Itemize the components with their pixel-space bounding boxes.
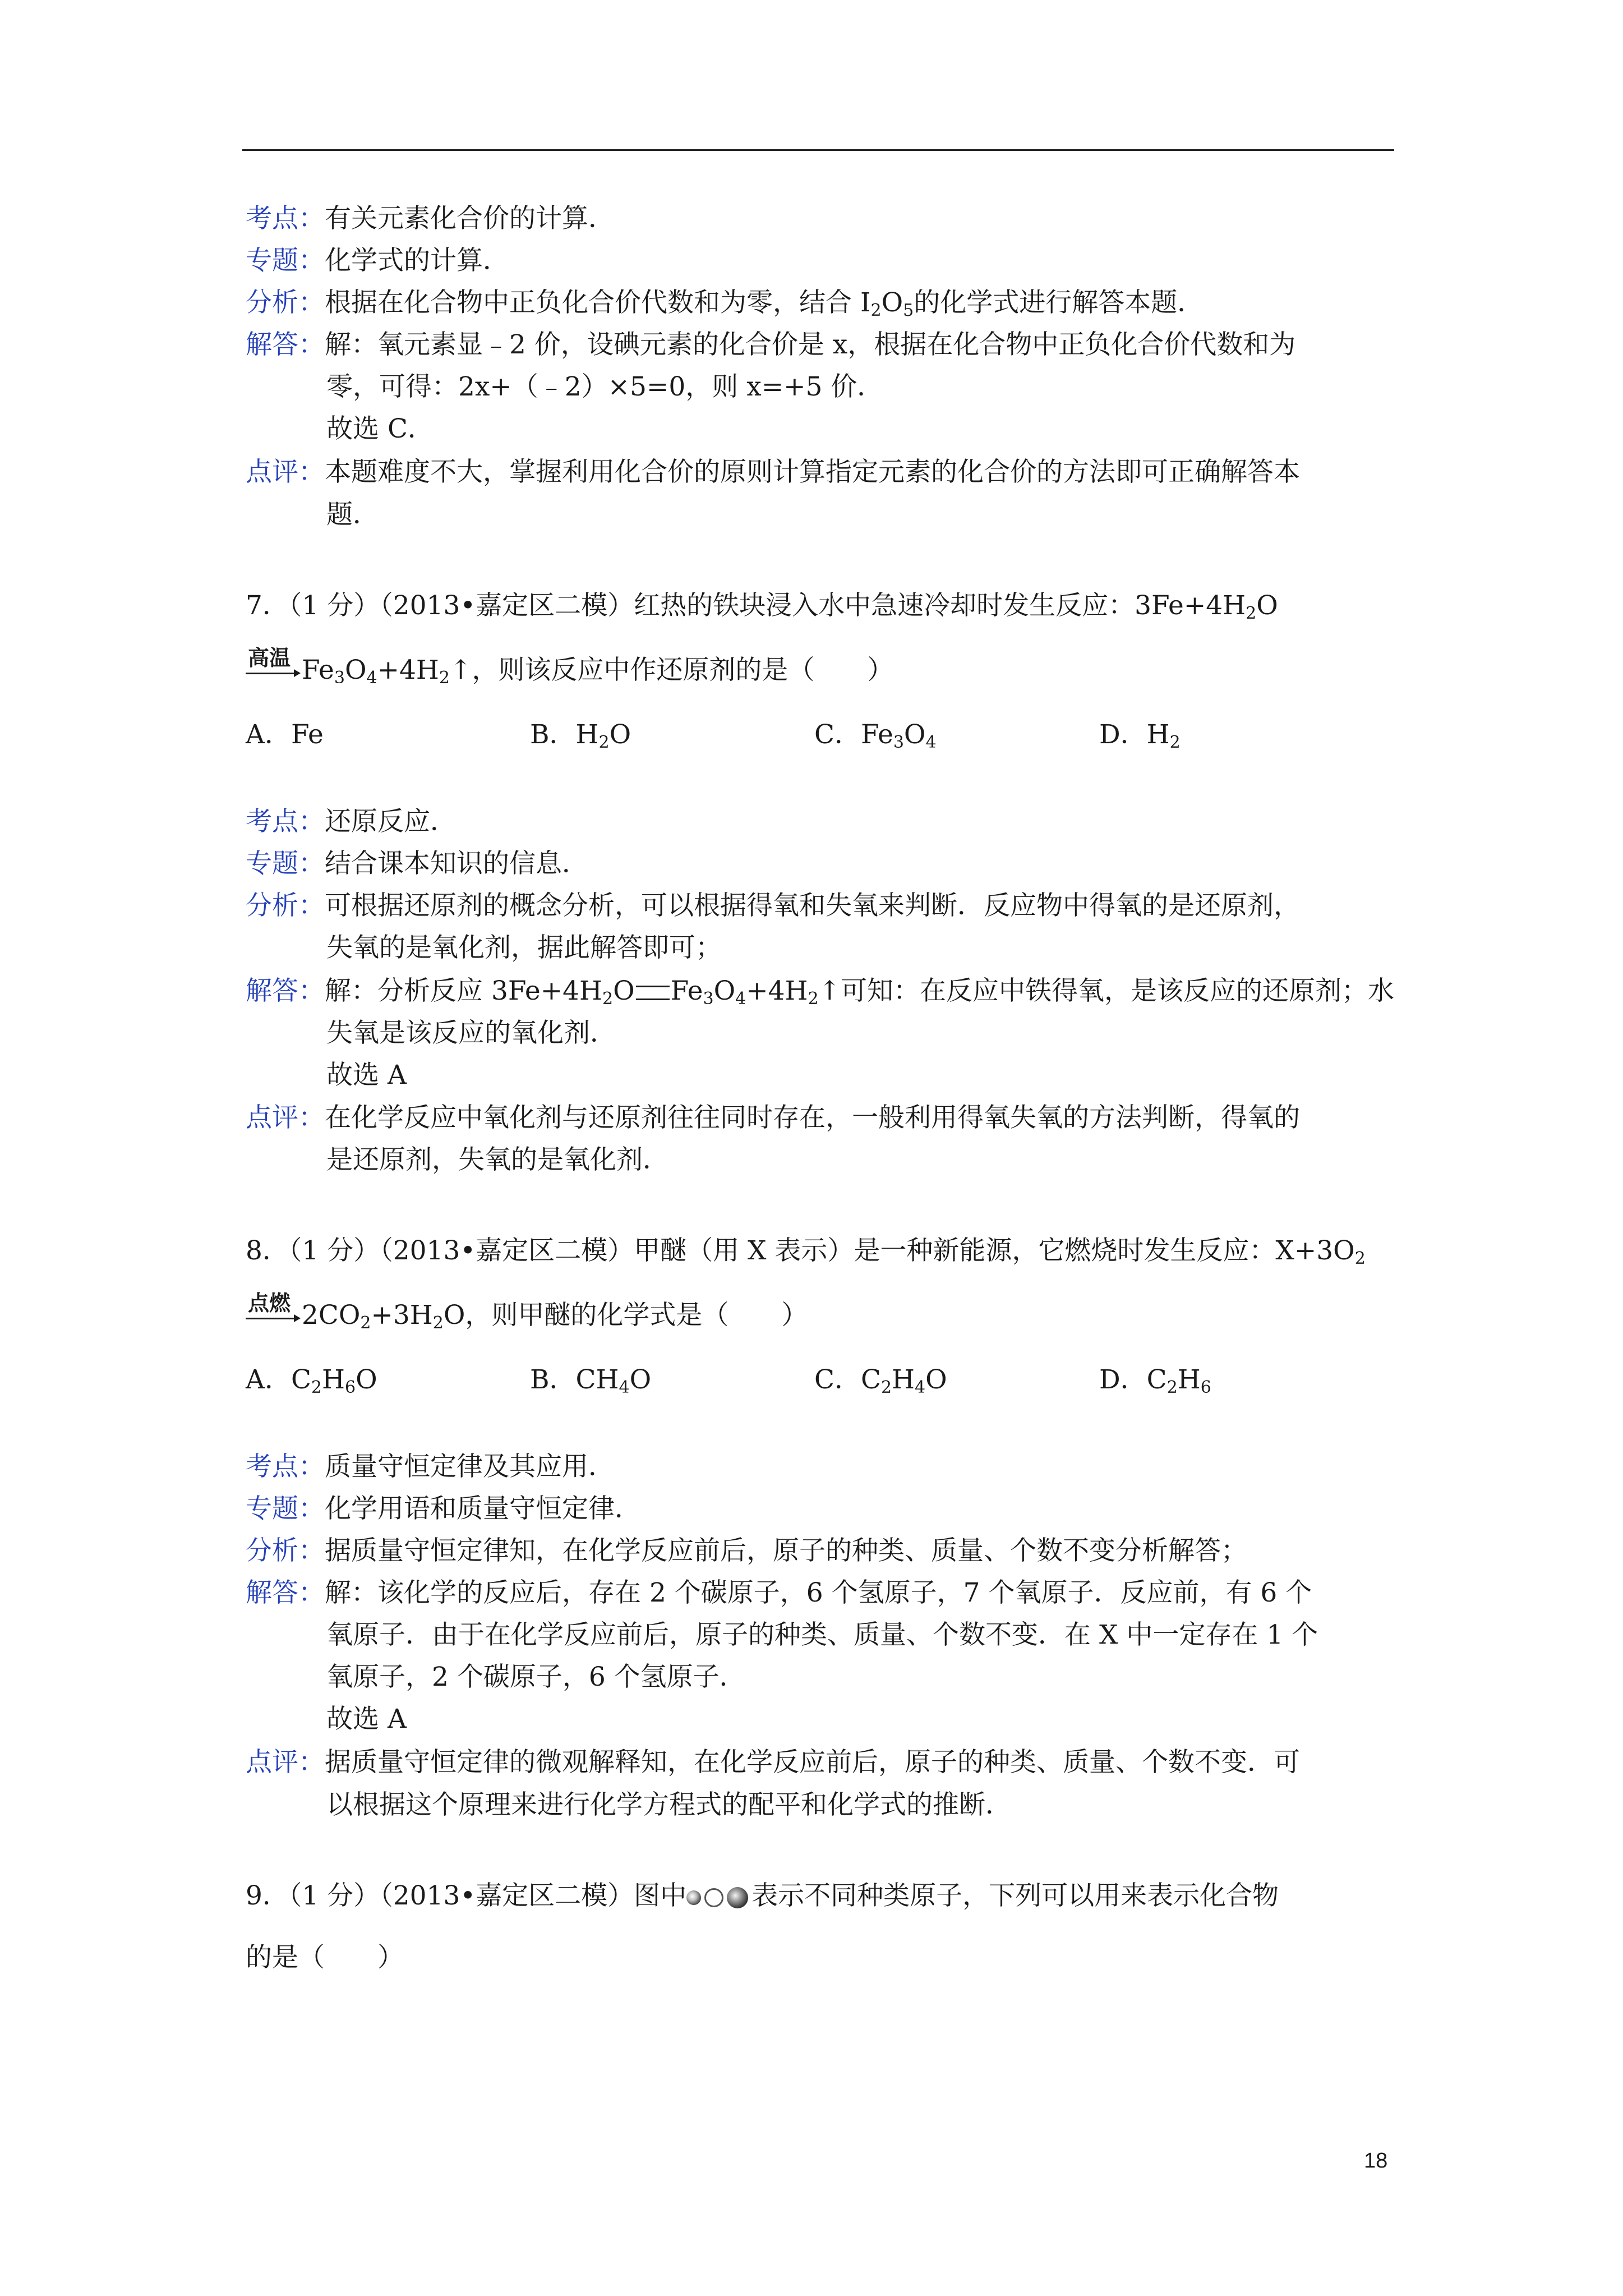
q7-jieda-text: 解：分析反应 3Fe+4H (325, 976, 602, 1006)
q7-dianping-line-2: 是还原剂，失氧的是氧化剂． (326, 1144, 669, 1175)
jieda-label: 解答： (246, 329, 325, 360)
q8-jieda-line-3: 氧原子，2 个碳原子，6 个氢原子． (326, 1662, 746, 1692)
q7-jieda-text: O (713, 976, 736, 1006)
q7-option-c (814, 718, 937, 752)
q7-option-b-text: B．H (530, 719, 599, 750)
q7-jieda-sub: 4 (735, 989, 746, 1009)
q7-stem-line-1 (246, 589, 1278, 623)
q8-dianping-line-2: 以根据这个原理来进行化学方程式的配平和化学式的推断． (326, 1789, 1012, 1820)
q7-option-c-sub: 4 (925, 733, 937, 752)
q6-fenxi-sub-2: 5 (903, 301, 914, 320)
q7-dianping-line-1 (246, 1101, 1300, 1135)
q6-dianping-line-1 (246, 455, 1300, 489)
q8-option-b (530, 1363, 651, 1397)
q7-jieda-text: ↑可知：在反应中铁得氧，是该反应的还原剂；水 (818, 976, 1394, 1006)
q7-formula-sub: 2 (439, 668, 450, 688)
q8-option-d (1099, 1363, 1211, 1397)
q7-jieda-line-2: 失氧是该反应的氧化剂． (326, 1018, 616, 1048)
q7-jieda-line-1 (246, 974, 1394, 1008)
q7-kaodian-text: 还原反应． (325, 806, 457, 837)
q8-dianping-text-1: 据质量守恒定律的微观解释知，在化学反应前后，原子的种类、质量、个数不变．可 (325, 1747, 1300, 1778)
q8-zhuanti-text: 化学用语和质量守恒定律． (325, 1493, 641, 1524)
q8-stem-line-1 (246, 1234, 1366, 1268)
q6-fenxi-text-b: O (881, 287, 903, 318)
q8-formula-sub: 2 (360, 1313, 371, 1333)
q8-option-d-sub: 2 (1166, 1378, 1178, 1397)
q9-stem-line-1 (246, 1879, 1279, 1913)
reaction-condition-arrow (246, 1291, 302, 1332)
q7-zhuanti-text: 结合课本知识的信息． (325, 848, 588, 879)
right-arrow-icon (246, 1318, 299, 1319)
q8-option-c-text: C．C (814, 1364, 881, 1395)
q8-option-d-text: D．C (1099, 1364, 1167, 1395)
q7-stem-end: O (1256, 590, 1278, 621)
q8-kaodian-text: 质量守恒定律及其应用． (325, 1451, 615, 1482)
q8-dianping-line-1 (246, 1746, 1300, 1779)
q8-option-a (246, 1363, 377, 1397)
q8-jieda-line-4: 故选 A (326, 1704, 407, 1734)
q6-jieda-text-1: 解：氧元素显﹣2 价，设碘元素的化合价是 x，根据在化合物中正负化合价代数和为 (325, 329, 1296, 360)
q7-option-c-text: C．Fe (814, 719, 893, 750)
q8-kaodian-line (246, 1450, 615, 1484)
q6-jieda-line-1 (246, 328, 1295, 362)
q6-kaodian-text: 有关元素化合价的计算． (325, 203, 615, 234)
equation-equals-sign (636, 986, 670, 1000)
q7-fenxi-line-1 (246, 889, 1300, 923)
q8-fenxi-line (246, 1534, 1247, 1568)
q7-jieda-sub: 3 (703, 989, 714, 1009)
q6-dianping-text-1: 本题难度不大，掌握利用化合价的原则计算指定元素的化合价的方法即可正确解答本 (325, 457, 1300, 487)
reaction-condition-label: 点燃 (248, 1291, 291, 1315)
q8-jieda-line-1 (246, 1576, 1312, 1610)
dark-atom-icon (727, 1887, 748, 1908)
q8-stem-sub: 2 (1354, 1249, 1366, 1268)
kaodian-label: 考点： (246, 203, 325, 234)
q8-jieda-line-2: 氧原子．由于在化学反应前后，原子的种类、质量、个数不变．在 X 中一定存在 1 个 (326, 1619, 1318, 1650)
reaction-condition-arrow (246, 646, 302, 687)
dianping-label: 点评： (246, 457, 325, 487)
kaodian-label: 考点： (246, 1451, 325, 1482)
q6-fenxi-text-c: 的化学式进行解答本题． (914, 287, 1204, 318)
q8-option-a-text: O (356, 1364, 377, 1395)
fenxi-label: 分析： (246, 1535, 325, 1566)
q7-jieda-text: +4H (746, 976, 808, 1006)
q6-fenxi-line (246, 286, 1204, 320)
jieda-label: 解答： (246, 1577, 325, 1608)
q8-option-b-text: B．CH (530, 1364, 619, 1395)
q8-option-a-text: A．C (246, 1364, 311, 1395)
header-rule (242, 149, 1394, 151)
q6-dianping-line-2: 题． (326, 499, 379, 530)
q8-fenxi-text: 据质量守恒定律知，在化学反应前后，原子的种类、质量、个数不变分析解答； (325, 1535, 1247, 1566)
shaded-atom-icon (686, 1890, 701, 1905)
q8-option-d-sub: 6 (1200, 1378, 1211, 1397)
fenxi-label: 分析： (246, 287, 325, 318)
q7-stem-text-2: ↑，则该反应中作还原剂的是（ ） (449, 655, 894, 685)
q8-formula-part: 2CO (302, 1300, 361, 1331)
q7-option-d (1099, 718, 1181, 752)
q9-stem-text-a: 9．（1 分）（2013•嘉定区二模）图中 (246, 1880, 687, 1911)
q7-formula-part: Fe (302, 655, 334, 685)
q8-jieda-text-1: 解：该化学的反应后，存在 2 个碳原子，6 个氢原子，7 个氧原子．反应前，有 6 个 (325, 1577, 1312, 1608)
kaodian-label: 考点： (246, 806, 325, 837)
q7-formula-sub: 3 (334, 668, 345, 688)
zhuanti-label: 专题： (246, 245, 325, 276)
q7-formula-part: O (344, 655, 367, 685)
q7-option-c-text: O (903, 719, 926, 750)
q6-zhuanti-line (246, 244, 509, 278)
q7-formula-part: +4H (377, 655, 439, 685)
q6-zhuanti-text: 化学式的计算． (325, 245, 509, 276)
q8-option-c-sub: 4 (915, 1378, 926, 1397)
q8-option-c-text: O (925, 1364, 947, 1395)
q7-jieda-sub: 2 (808, 989, 819, 1009)
q8-option-b-sub: 4 (619, 1378, 630, 1397)
q8-stem-line-2 (246, 1291, 808, 1333)
q8-formula-part: +3H (371, 1300, 433, 1331)
q7-stem-text-1: 7．（1 分）（2013•嘉定区二模）红热的铁块浸入水中急速冷却时发生反应：3Fe+4H (246, 590, 1246, 621)
q7-stem-line-2 (246, 646, 894, 688)
q7-zhuanti-line (246, 847, 588, 881)
q7-option-d-sub: 2 (1169, 733, 1181, 752)
q7-fenxi-line-2: 失氧的是氧化剂，据此解答即可； (326, 932, 722, 963)
right-arrow-icon (246, 673, 299, 674)
q6-fenxi-text-a: 根据在化合物中正负化合价代数和为零，结合 I (325, 287, 871, 318)
q8-stem-text-2: O，则甲醚的化学式是（ ） (443, 1300, 808, 1331)
q8-option-b-text: O (629, 1364, 652, 1395)
q7-jieda-sub: 2 (602, 989, 614, 1009)
reaction-condition-label: 高温 (248, 646, 291, 670)
q7-option-b (530, 718, 631, 752)
q8-option-c (814, 1363, 947, 1397)
q8-option-c-sub: 2 (880, 1378, 892, 1397)
q6-fenxi-sub-1: 2 (870, 301, 882, 320)
q7-dianping-text-1: 在化学反应中氧化剂与还原剂往往同时存在，一般利用得氧失氧的方法判断，得氧的 (325, 1102, 1300, 1133)
q7-stem-sub: 2 (1246, 604, 1257, 623)
q8-stem-text-1: 8．（1 分）（2013•嘉定区二模）甲醚（用 X 表示）是一种新能源，它燃烧时发生反应：X+3O (246, 1235, 1355, 1266)
q7-kaodian-line (246, 805, 457, 839)
q7-option-c-sub: 3 (893, 733, 904, 752)
q7-formula-sub: 4 (366, 668, 377, 688)
zhuanti-label: 专题： (246, 848, 325, 879)
q7-option-b-text: O (609, 719, 631, 750)
q8-option-c-text: H (892, 1364, 915, 1395)
q6-jieda-line-3: 故选 C． (326, 413, 434, 444)
q8-option-a-text: H (322, 1364, 345, 1395)
q8-option-d-text: H (1177, 1364, 1201, 1395)
q7-jieda-text: Fe (670, 976, 703, 1006)
jieda-label: 解答： (246, 976, 325, 1006)
dianping-label: 点评： (246, 1102, 325, 1133)
q7-option-d-text: D．H (1099, 719, 1170, 750)
q7-option-b-sub: 2 (598, 733, 610, 752)
q7-fenxi-text-1: 可根据还原剂的概念分析，可以根据得氧和失氧来判断．反应物中得氧的是还原剂， (325, 890, 1300, 921)
q8-zhuanti-line (246, 1492, 641, 1526)
q7-option-a: A．Fe (246, 719, 324, 750)
q8-formula-sub: 2 (432, 1313, 444, 1333)
zhuanti-label: 专题： (246, 1493, 325, 1524)
fenxi-label: 分析： (246, 890, 325, 921)
q8-option-a-sub: 6 (345, 1378, 356, 1397)
hollow-atom-icon (704, 1888, 723, 1907)
q7-jieda-text: O (613, 976, 635, 1006)
page-number: 18 (1364, 2149, 1388, 2173)
q6-kaodian-line (246, 202, 615, 236)
q8-option-a-sub: 2 (311, 1378, 322, 1397)
dianping-label: 点评： (246, 1747, 325, 1778)
q9-stem-line-2: 的是（ ） (246, 1942, 404, 1973)
q6-jieda-line-2: 零，可得：2x+（﹣2）×5=0，则 x=+5 价． (326, 371, 884, 402)
q9-stem-text-b: 表示不同种类原子，下列可以用来表示化合物 (751, 1880, 1279, 1911)
q7-jieda-line-3: 故选 A (326, 1060, 407, 1091)
